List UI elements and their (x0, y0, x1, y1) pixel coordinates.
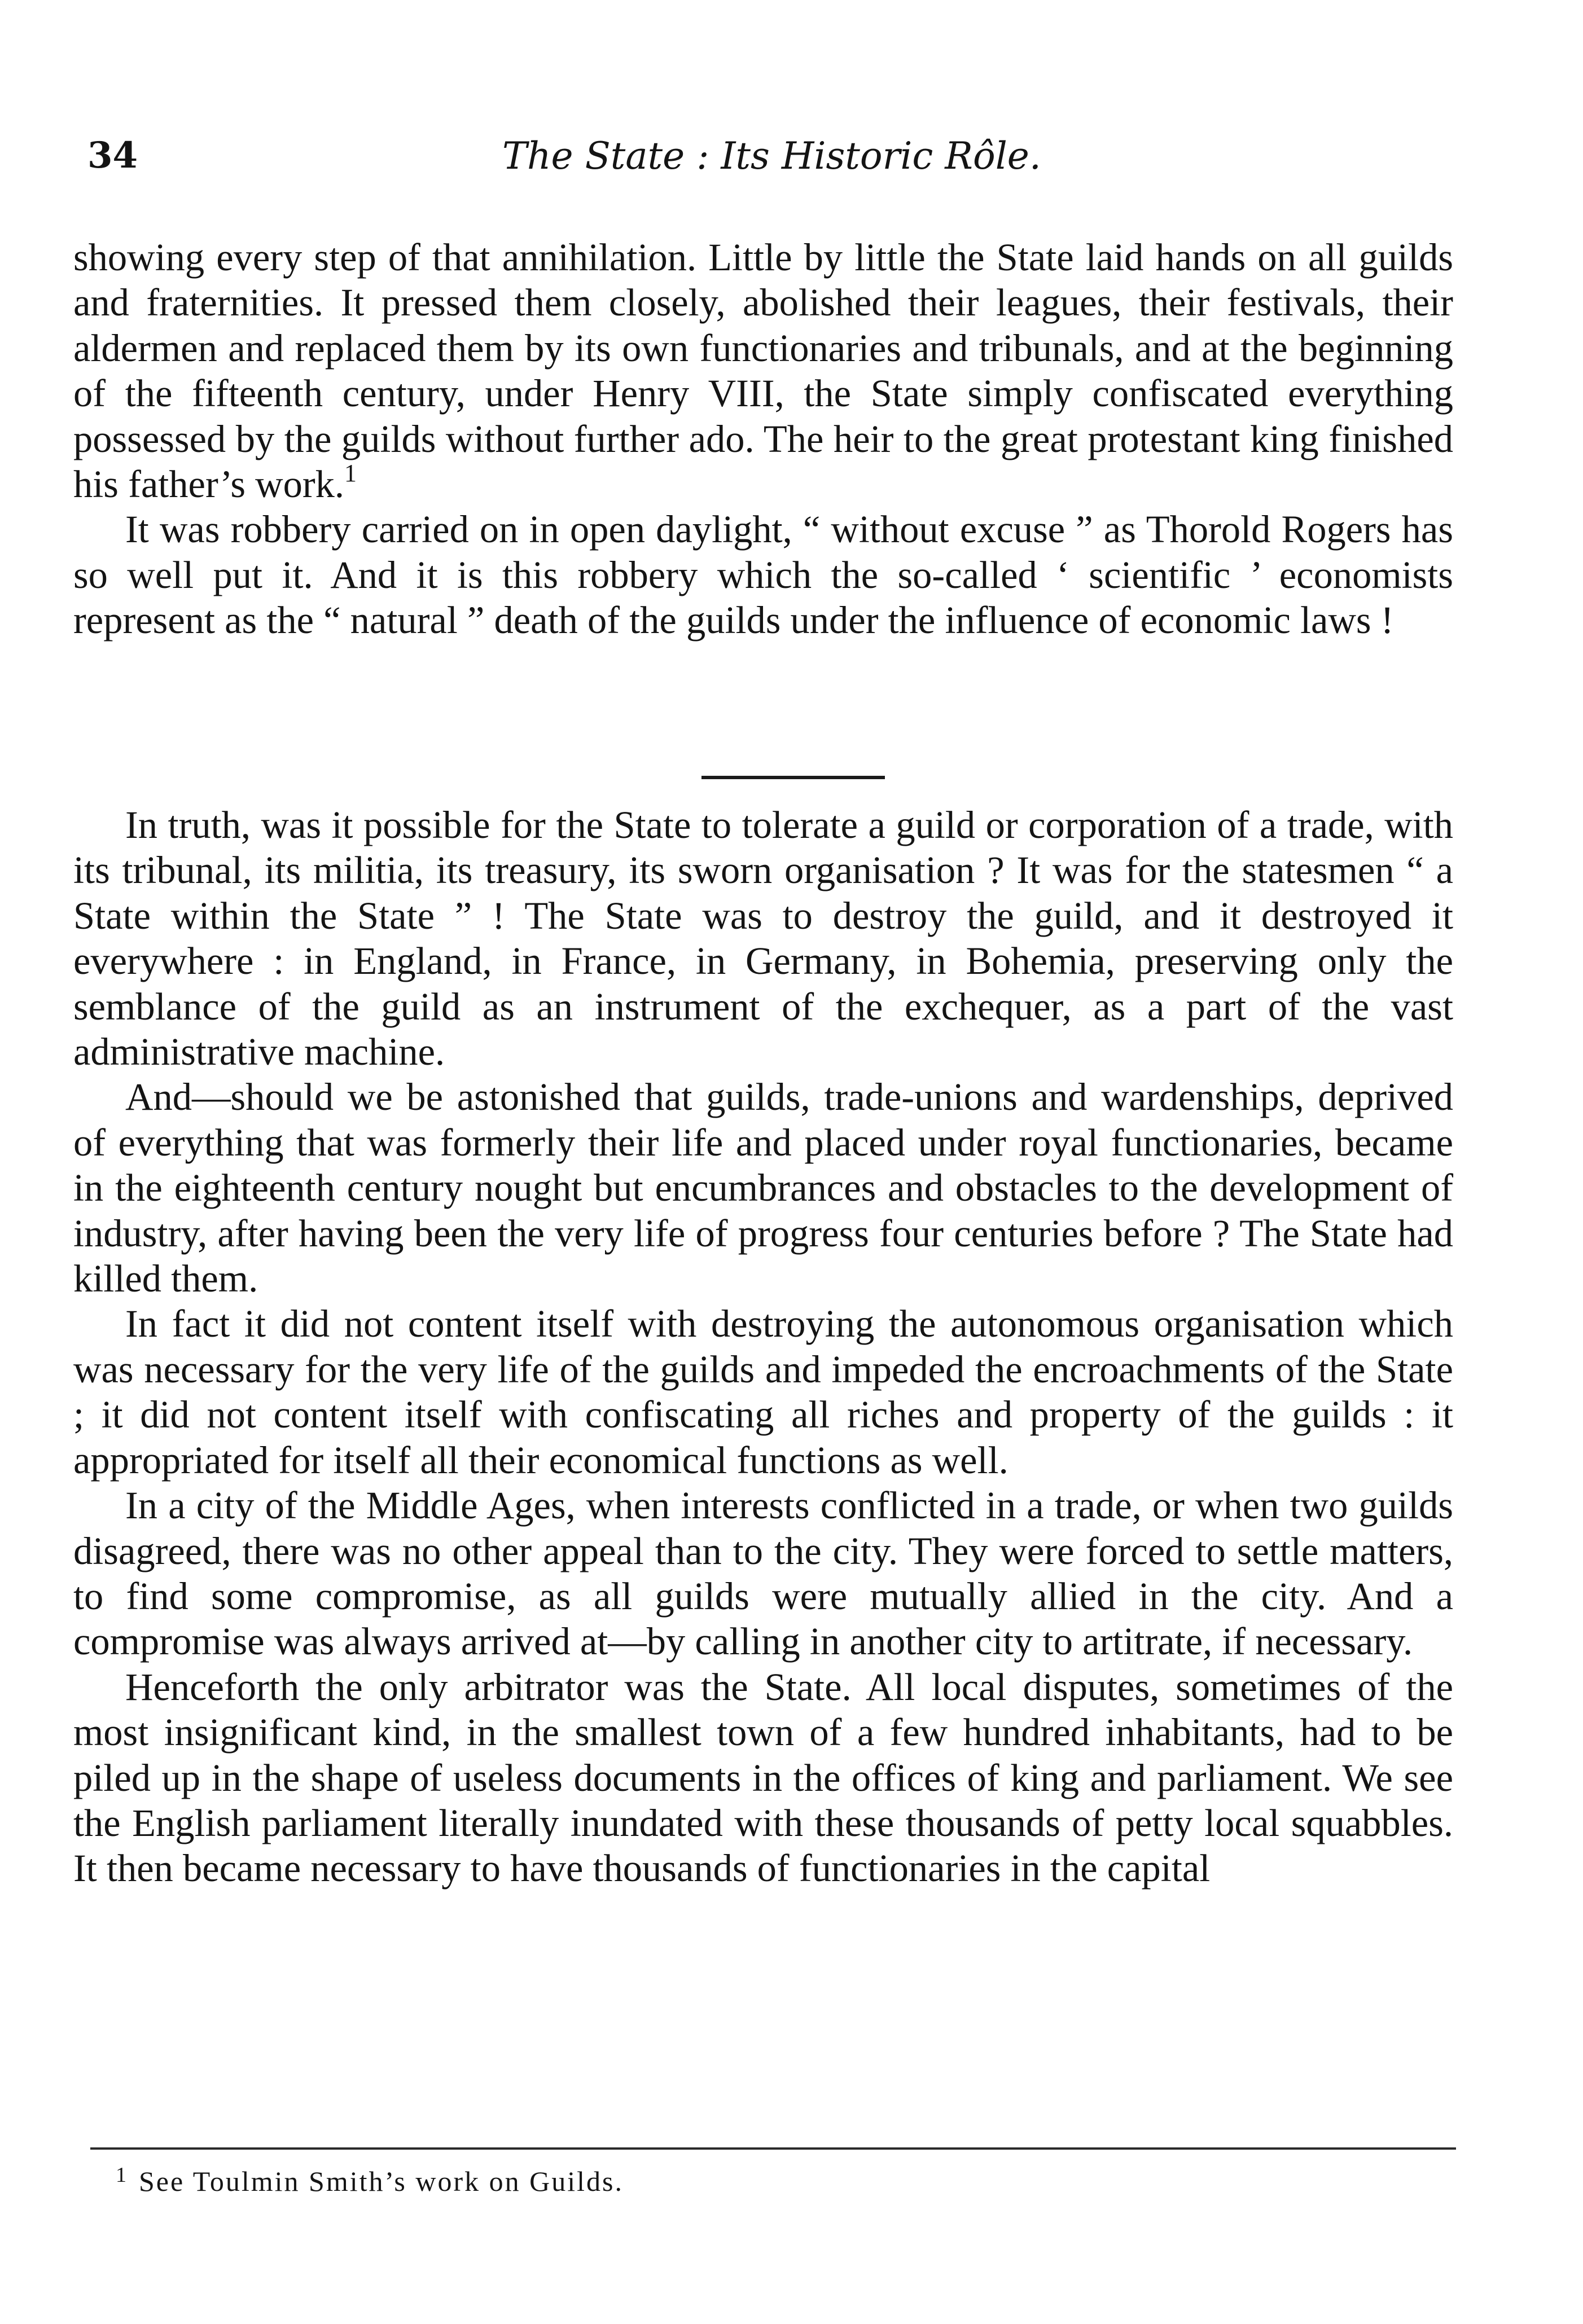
paragraph: In fact it did not content itself with destroying the autonomous organisation which was necessary for the very life of the guilds and impeded the encroachments of the State ; it did not content itself with confiscating all riches and property of the guilds : it appropriated for itself all their economical functions as well. (73, 1302, 1453, 1482)
footnote-divider (90, 2147, 1456, 2150)
page-number: 34 (87, 134, 138, 177)
paragraph: In truth, was it possible for the State to tolerate a guild or corporation of a trade, with its tribunal, its militia, its treasury, its sworn organisation ? It was for the statesmen “ a State within the State ” ! The State was to destroy the guild, and it destroyed it everywhere : in England, in France, in Germany, in Bohemia, preserving only the semblance of the guild as an instrument of the exchequer, as a part of the vast administrative machine. (73, 803, 1453, 1074)
paragraph-text: showing every step of that annihilation. Little by little the State laid hands on all guilds and fraternities. It pressed them closely, abolished their leagues, their festivals, their aldermen and replaced them by its own functionaries and tribunals, and at the beginning of the fifteenth century, under Henry VIII, the State simply confiscated everything possessed by the guilds without further ado. The heir to the great protestant king finished his father’s work. (73, 236, 1453, 506)
paragraph (73, 235, 1453, 507)
paragraph: Henceforth the only arbitrator was the State. All local disputes, sometimes of the most insignificant kind, in the smallest town of a few hundred inhabitants, had to be piled up in the shape of useless documents in the offices of king and parliament. We see the English parliament literally inundated with these thousands of petty local squabbles. It then became necessary to have thousands of functionaries in the capital (73, 1665, 1453, 1890)
paragraph: And—should we be astonished that guilds, trade-unions and wardenships, deprived of everything that was formerly their life and placed under royal functionaries, became in the eighteenth century nought but encumbrances and obstacles to the development of industry, after having been the very life of progress four centuries before ? The State had killed them. (73, 1075, 1453, 1301)
text-block-upper (73, 235, 1453, 643)
text-block-lower (73, 802, 1453, 1891)
section-divider (701, 776, 885, 779)
footnote-mark: 1 (116, 2163, 126, 2187)
paragraph: In a city of the Middle Ages, when interests conflicted in a trade, or when two guilds disagreed, there was no other appeal than to the city. They were forced to settle matters, to find some compromise, as all guilds were mutually allied in the city. And a compromise was always arrived at—by calling in another city to artitrate, if necessary. (73, 1484, 1453, 1663)
paragraph: It was robbery carried on in open daylight, “ without excuse ” as Thorold Rogers has so well put it. And it is this robbery which the so-called ‘ scientific ’ economists represent as the “ natural ” death of the guilds under the influence of economic laws ! (73, 508, 1453, 642)
running-head: The State : Its Historic Rôle. (502, 134, 1041, 178)
page-header (87, 134, 1459, 185)
footnote-text: See Toulmin Smith’s work on Guilds. (139, 2165, 624, 2197)
footnote-reference: 1 (344, 459, 357, 487)
footnote (116, 2163, 624, 2199)
